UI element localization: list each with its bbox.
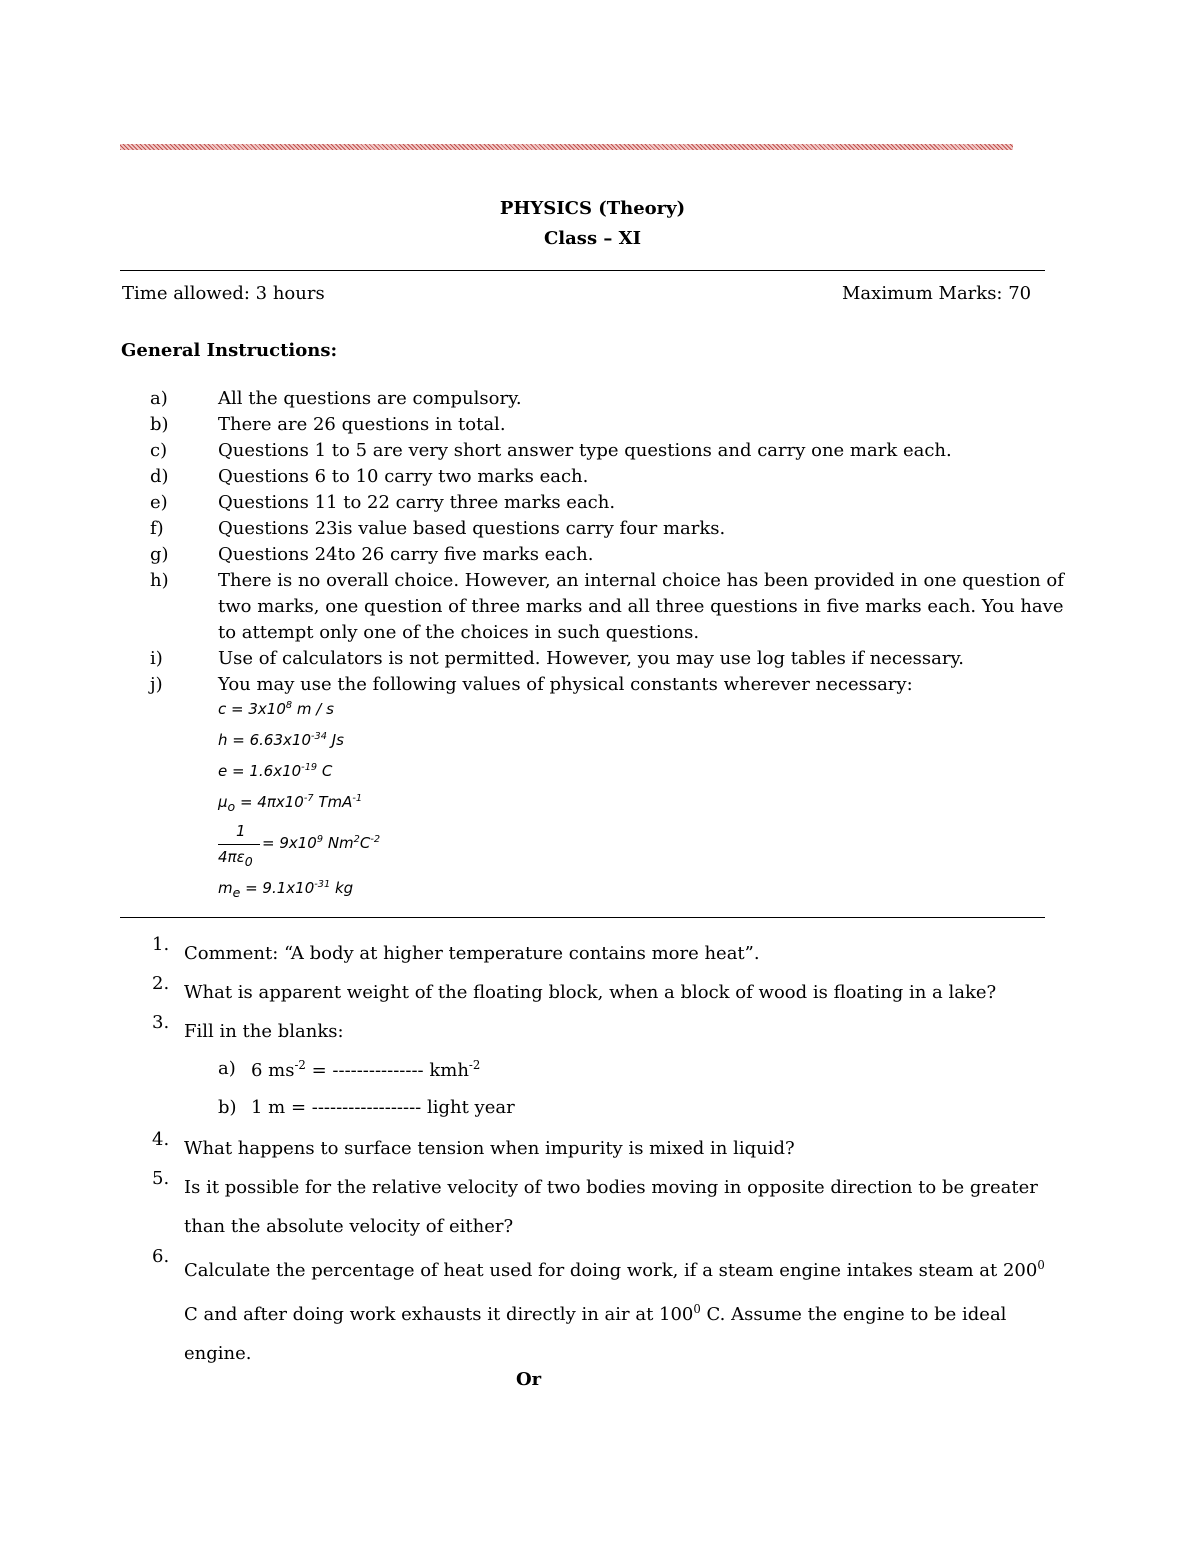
paper-title: PHYSICS (Theory) [499,198,686,219]
constant-planck: $h = 6.63x10^{-34}$ Js [218,731,344,749]
constant-electron-mass: $m_e = 9.1x10^{-31}$ kg [218,879,354,900]
instructions-divider [120,917,1045,918]
maximum-marks: Maximum Marks: 70 [842,283,1032,304]
header-divider [120,270,1045,271]
or-separator: Or [516,1369,542,1390]
class-label: Class – XI [543,228,641,249]
decorative-top-border [120,144,1013,150]
fraction-bar [218,844,260,845]
constant-permeability: $\mu_o = 4\pi x10^{-7}$ TmA$^{-1}$ [218,793,363,814]
time-allowed: Time allowed: 3 hours [122,283,325,304]
general-instructions-heading: General Instructions: [121,340,338,361]
constant-speed-of-light: $c = 3x10^8$ m / s [218,700,334,718]
constant-electron-charge: $e = 1.6x10^{-19}$ C [218,762,333,780]
